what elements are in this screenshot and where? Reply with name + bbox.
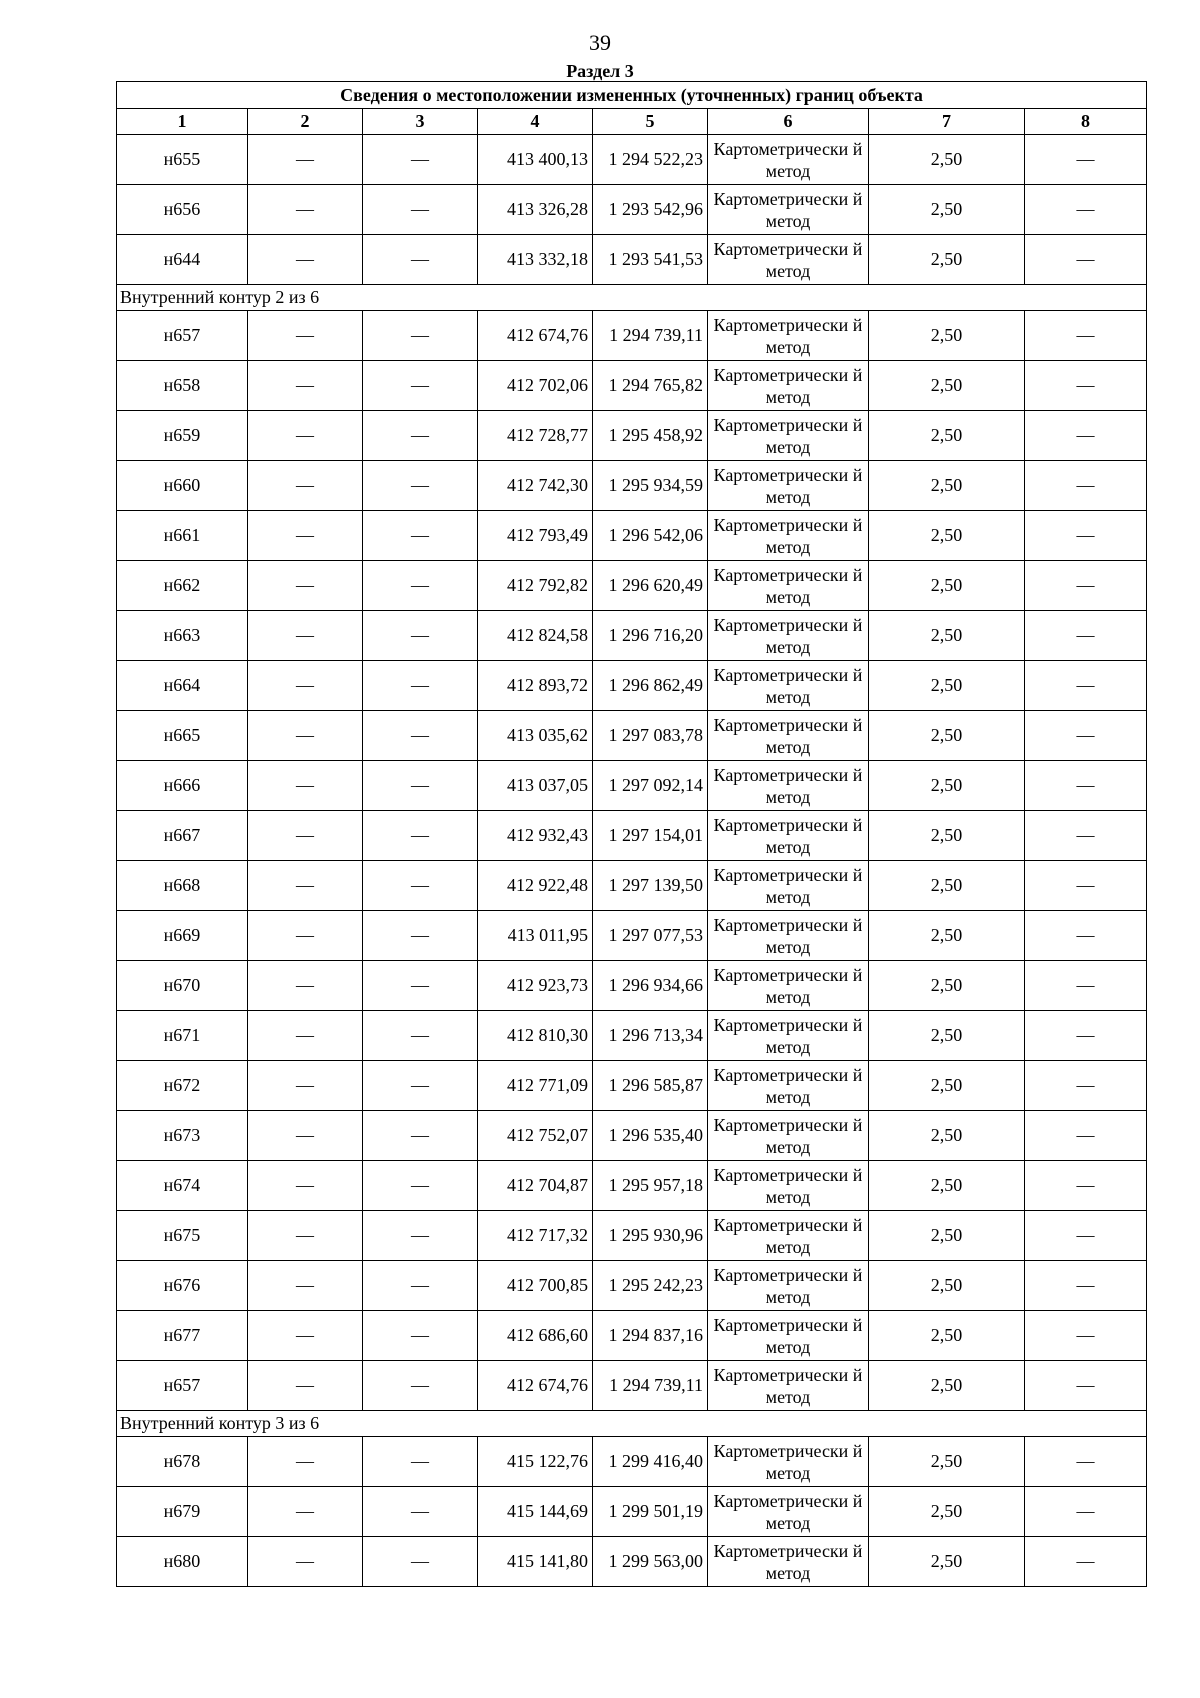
table-row [117,911,1147,961]
col2-cell: — [248,1111,363,1161]
column-header-2: 2 [248,109,363,135]
col2-cell: — [248,135,363,185]
col8-cell: — [1025,1161,1147,1211]
table-row [117,1437,1147,1487]
col3-cell: — [363,1061,478,1111]
x-coordinate-cell: 412 792,82 [478,561,593,611]
col2-cell: — [248,811,363,861]
col2-cell: — [248,411,363,461]
table-row [117,1111,1147,1161]
col2-cell: — [248,185,363,235]
y-coordinate-cell: 1 296 862,49 [593,661,708,711]
y-coordinate-cell: 1 296 620,49 [593,561,708,611]
table-row [117,611,1147,661]
col3-cell: — [363,461,478,511]
point-name-cell: н644 [117,235,248,285]
col3-cell: — [363,235,478,285]
col8-cell: — [1025,511,1147,561]
accuracy-cell: 2,50 [869,1061,1025,1111]
accuracy-cell: 2,50 [869,1161,1025,1211]
point-name-cell: н676 [117,1261,248,1311]
table-row [117,811,1147,861]
col2-cell: — [248,911,363,961]
x-coordinate-cell: 413 035,62 [478,711,593,761]
y-coordinate-cell: 1 297 092,14 [593,761,708,811]
table-row [117,185,1147,235]
x-coordinate-cell: 415 141,80 [478,1537,593,1587]
x-coordinate-cell: 412 686,60 [478,1311,593,1361]
method-cell: Картометрически й метод [708,611,869,661]
method-cell: Картометрически й метод [708,961,869,1011]
accuracy-cell: 2,50 [869,1111,1025,1161]
point-name-cell: н671 [117,1011,248,1061]
y-coordinate-cell: 1 296 713,34 [593,1011,708,1061]
y-coordinate-cell: 1 297 083,78 [593,711,708,761]
col3-cell: — [363,561,478,611]
col8-cell: — [1025,811,1147,861]
x-coordinate-cell: 412 752,07 [478,1111,593,1161]
accuracy-cell: 2,50 [869,311,1025,361]
x-coordinate-cell: 412 702,06 [478,361,593,411]
y-coordinate-cell: 1 294 837,16 [593,1311,708,1361]
col2-cell: — [248,1211,363,1261]
table-row [117,1261,1147,1311]
table-row [117,235,1147,285]
point-name-cell: н657 [117,311,248,361]
table-row [117,1011,1147,1061]
col3-cell: — [363,1361,478,1411]
col2-cell: — [248,1437,363,1487]
col3-cell: — [363,961,478,1011]
y-coordinate-cell: 1 296 542,06 [593,511,708,561]
method-cell: Картометрически й метод [708,461,869,511]
x-coordinate-cell: 412 700,85 [478,1261,593,1311]
x-coordinate-cell: 412 922,48 [478,861,593,911]
col8-cell: — [1025,861,1147,911]
col2-cell: — [248,235,363,285]
accuracy-cell: 2,50 [869,661,1025,711]
col2-cell: — [248,1537,363,1587]
x-coordinate-cell: 413 037,05 [478,761,593,811]
x-coordinate-cell: 412 923,73 [478,961,593,1011]
y-coordinate-cell: 1 294 765,82 [593,361,708,411]
accuracy-cell: 2,50 [869,361,1025,411]
table-row [117,135,1147,185]
column-header-4: 4 [478,109,593,135]
method-cell: Картометрически й метод [708,1161,869,1211]
col8-cell: — [1025,1361,1147,1411]
method-cell: Картометрически й метод [708,1111,869,1161]
accuracy-cell: 2,50 [869,811,1025,861]
accuracy-cell: 2,50 [869,461,1025,511]
col3-cell: — [363,1261,478,1311]
accuracy-cell: 2,50 [869,911,1025,961]
accuracy-cell: 2,50 [869,1487,1025,1537]
table-row [117,511,1147,561]
col3-cell: — [363,911,478,961]
column-header-row [117,109,1147,135]
point-name-cell: н678 [117,1437,248,1487]
table-row [117,411,1147,461]
point-name-cell: н667 [117,811,248,861]
point-name-cell: н666 [117,761,248,811]
col3-cell: — [363,1537,478,1587]
col8-cell: — [1025,1261,1147,1311]
y-coordinate-cell: 1 295 242,23 [593,1261,708,1311]
col8-cell: — [1025,1537,1147,1587]
point-name-cell: н657 [117,1361,248,1411]
accuracy-cell: 2,50 [869,1537,1025,1587]
y-coordinate-cell: 1 296 585,87 [593,1061,708,1111]
method-cell: Картометрически й метод [708,1437,869,1487]
y-coordinate-cell: 1 294 739,11 [593,1361,708,1411]
col3-cell: — [363,1487,478,1537]
col3-cell: — [363,761,478,811]
table-row [117,311,1147,361]
point-name-cell: н656 [117,185,248,235]
x-coordinate-cell: 413 400,13 [478,135,593,185]
method-cell: Картометрически й метод [708,761,869,811]
point-name-cell: н673 [117,1111,248,1161]
col3-cell: — [363,611,478,661]
col3-cell: — [363,661,478,711]
point-name-cell: н659 [117,411,248,461]
col3-cell: — [363,311,478,361]
col2-cell: — [248,1061,363,1111]
point-name-cell: н661 [117,511,248,561]
col3-cell: — [363,861,478,911]
accuracy-cell: 2,50 [869,511,1025,561]
accuracy-cell: 2,50 [869,961,1025,1011]
table-row [117,1361,1147,1411]
method-cell: Картометрически й метод [708,1011,869,1061]
accuracy-cell: 2,50 [869,561,1025,611]
column-header-7: 7 [869,109,1025,135]
y-coordinate-cell: 1 293 541,53 [593,235,708,285]
table-title: Сведения о местоположении измененных (уточненных) границ объекта [117,82,1147,109]
method-cell: Картометрически й метод [708,861,869,911]
contour-section-row [117,1411,1147,1437]
col2-cell: — [248,611,363,661]
col3-cell: — [363,411,478,461]
point-name-cell: н660 [117,461,248,511]
col2-cell: — [248,1311,363,1361]
y-coordinate-cell: 1 299 416,40 [593,1437,708,1487]
col3-cell: — [363,185,478,235]
col3-cell: — [363,1111,478,1161]
accuracy-cell: 2,50 [869,1261,1025,1311]
column-header-5: 5 [593,109,708,135]
point-name-cell: н679 [117,1487,248,1537]
col3-cell: — [363,361,478,411]
accuracy-cell: 2,50 [869,711,1025,761]
col2-cell: — [248,861,363,911]
y-coordinate-cell: 1 296 934,66 [593,961,708,1011]
table-row [117,1311,1147,1361]
method-cell: Картометрически й метод [708,711,869,761]
y-coordinate-cell: 1 299 501,19 [593,1487,708,1537]
point-name-cell: н680 [117,1537,248,1587]
col3-cell: — [363,135,478,185]
x-coordinate-cell: 412 932,43 [478,811,593,861]
col2-cell: — [248,1361,363,1411]
x-coordinate-cell: 412 771,09 [478,1061,593,1111]
x-coordinate-cell: 412 704,87 [478,1161,593,1211]
accuracy-cell: 2,50 [869,1311,1025,1361]
section-label: Раздел 3 [566,61,634,81]
accuracy-cell: 2,50 [869,411,1025,461]
y-coordinate-cell: 1 294 739,11 [593,311,708,361]
method-cell: Картометрически й метод [708,661,869,711]
contour-label: Внутренний контур 2 из 6 [117,285,1147,311]
table-row [117,661,1147,711]
point-name-cell: н665 [117,711,248,761]
y-coordinate-cell: 1 297 139,50 [593,861,708,911]
col3-cell: — [363,511,478,561]
point-name-cell: н662 [117,561,248,611]
col3-cell: — [363,811,478,861]
method-cell: Картометрически й метод [708,361,869,411]
col2-cell: — [248,661,363,711]
col8-cell: — [1025,135,1147,185]
col2-cell: — [248,461,363,511]
col2-cell: — [248,361,363,411]
table-row [117,561,1147,611]
col8-cell: — [1025,311,1147,361]
col8-cell: — [1025,761,1147,811]
table-row [117,961,1147,1011]
accuracy-cell: 2,50 [869,135,1025,185]
x-coordinate-cell: 412 742,30 [478,461,593,511]
x-coordinate-cell: 412 793,49 [478,511,593,561]
method-cell: Картометрически й метод [708,235,869,285]
x-coordinate-cell: 415 144,69 [478,1487,593,1537]
col8-cell: — [1025,1211,1147,1261]
col2-cell: — [248,961,363,1011]
y-coordinate-cell: 1 295 458,92 [593,411,708,461]
y-coordinate-cell: 1 299 563,00 [593,1537,708,1587]
x-coordinate-cell: 415 122,76 [478,1437,593,1487]
col2-cell: — [248,561,363,611]
col8-cell: — [1025,1011,1147,1061]
y-coordinate-cell: 1 297 154,01 [593,811,708,861]
accuracy-cell: 2,50 [869,761,1025,811]
method-cell: Картометрически й метод [708,311,869,361]
col2-cell: — [248,511,363,561]
point-name-cell: н655 [117,135,248,185]
col3-cell: — [363,1161,478,1211]
col3-cell: — [363,1211,478,1261]
accuracy-cell: 2,50 [869,1437,1025,1487]
table-row [117,711,1147,761]
method-cell: Картометрически й метод [708,1261,869,1311]
method-cell: Картометрически й метод [708,185,869,235]
table-row [117,1537,1147,1587]
method-cell: Картометрически й метод [708,811,869,861]
accuracy-cell: 2,50 [869,1361,1025,1411]
accuracy-cell: 2,50 [869,1211,1025,1261]
col8-cell: — [1025,1437,1147,1487]
col8-cell: — [1025,911,1147,961]
col2-cell: — [248,711,363,761]
col8-cell: — [1025,1487,1147,1537]
y-coordinate-cell: 1 293 542,96 [593,185,708,235]
column-header-8: 8 [1025,109,1147,135]
col3-cell: — [363,1311,478,1361]
point-name-cell: н674 [117,1161,248,1211]
y-coordinate-cell: 1 296 535,40 [593,1111,708,1161]
x-coordinate-cell: 413 326,28 [478,185,593,235]
x-coordinate-cell: 412 824,58 [478,611,593,661]
method-cell: Картометрически й метод [708,1061,869,1111]
y-coordinate-cell: 1 297 077,53 [593,911,708,961]
col3-cell: — [363,1011,478,1061]
x-coordinate-cell: 412 674,76 [478,311,593,361]
col2-cell: — [248,1161,363,1211]
col8-cell: — [1025,235,1147,285]
y-coordinate-cell: 1 296 716,20 [593,611,708,661]
table-row [117,361,1147,411]
col8-cell: — [1025,1311,1147,1361]
method-cell: Картометрически й метод [708,561,869,611]
col8-cell: — [1025,961,1147,1011]
col8-cell: — [1025,361,1147,411]
col8-cell: — [1025,1111,1147,1161]
contour-label: Внутренний контур 3 из 6 [117,1411,1147,1437]
method-cell: Картометрически й метод [708,1537,869,1587]
point-name-cell: н658 [117,361,248,411]
point-name-cell: н672 [117,1061,248,1111]
table-row [117,1161,1147,1211]
accuracy-cell: 2,50 [869,185,1025,235]
col8-cell: — [1025,185,1147,235]
table-row [117,1487,1147,1537]
x-coordinate-cell: 412 728,77 [478,411,593,461]
page-number: 39 [589,30,611,55]
col8-cell: — [1025,1061,1147,1111]
x-coordinate-cell: 412 810,30 [478,1011,593,1061]
y-coordinate-cell: 1 295 957,18 [593,1161,708,1211]
col2-cell: — [248,1261,363,1311]
boundary-points-table [116,81,1147,1587]
method-cell: Картометрически й метод [708,511,869,561]
x-coordinate-cell: 412 674,76 [478,1361,593,1411]
col3-cell: — [363,711,478,761]
x-coordinate-cell: 412 893,72 [478,661,593,711]
point-name-cell: н675 [117,1211,248,1261]
col2-cell: — [248,311,363,361]
y-coordinate-cell: 1 294 522,23 [593,135,708,185]
y-coordinate-cell: 1 295 934,59 [593,461,708,511]
column-header-6: 6 [708,109,869,135]
point-name-cell: н669 [117,911,248,961]
accuracy-cell: 2,50 [869,611,1025,661]
column-header-1: 1 [117,109,248,135]
table-row [117,1211,1147,1261]
col3-cell: — [363,1437,478,1487]
point-name-cell: н677 [117,1311,248,1361]
col8-cell: — [1025,461,1147,511]
x-coordinate-cell: 413 011,95 [478,911,593,961]
table-row [117,1061,1147,1111]
table-row [117,861,1147,911]
method-cell: Картометрически й метод [708,1487,869,1537]
x-coordinate-cell: 413 332,18 [478,235,593,285]
col2-cell: — [248,1487,363,1537]
contour-section-row [117,285,1147,311]
col2-cell: — [248,761,363,811]
method-cell: Картометрически й метод [708,135,869,185]
accuracy-cell: 2,50 [869,235,1025,285]
point-name-cell: н670 [117,961,248,1011]
point-name-cell: н663 [117,611,248,661]
accuracy-cell: 2,50 [869,861,1025,911]
col8-cell: — [1025,661,1147,711]
table-row [117,461,1147,511]
col8-cell: — [1025,561,1147,611]
y-coordinate-cell: 1 295 930,96 [593,1211,708,1261]
column-header-3: 3 [363,109,478,135]
method-cell: Картометрически й метод [708,411,869,461]
table-body [117,135,1147,1587]
method-cell: Картометрически й метод [708,1311,869,1361]
x-coordinate-cell: 412 717,32 [478,1211,593,1261]
point-name-cell: н664 [117,661,248,711]
method-cell: Картометрически й метод [708,1361,869,1411]
col8-cell: — [1025,611,1147,661]
col8-cell: — [1025,711,1147,761]
method-cell: Картометрически й метод [708,1211,869,1261]
col8-cell: — [1025,411,1147,461]
table-row [117,761,1147,811]
col2-cell: — [248,1011,363,1061]
accuracy-cell: 2,50 [869,1011,1025,1061]
point-name-cell: н668 [117,861,248,911]
method-cell: Картометрически й метод [708,911,869,961]
